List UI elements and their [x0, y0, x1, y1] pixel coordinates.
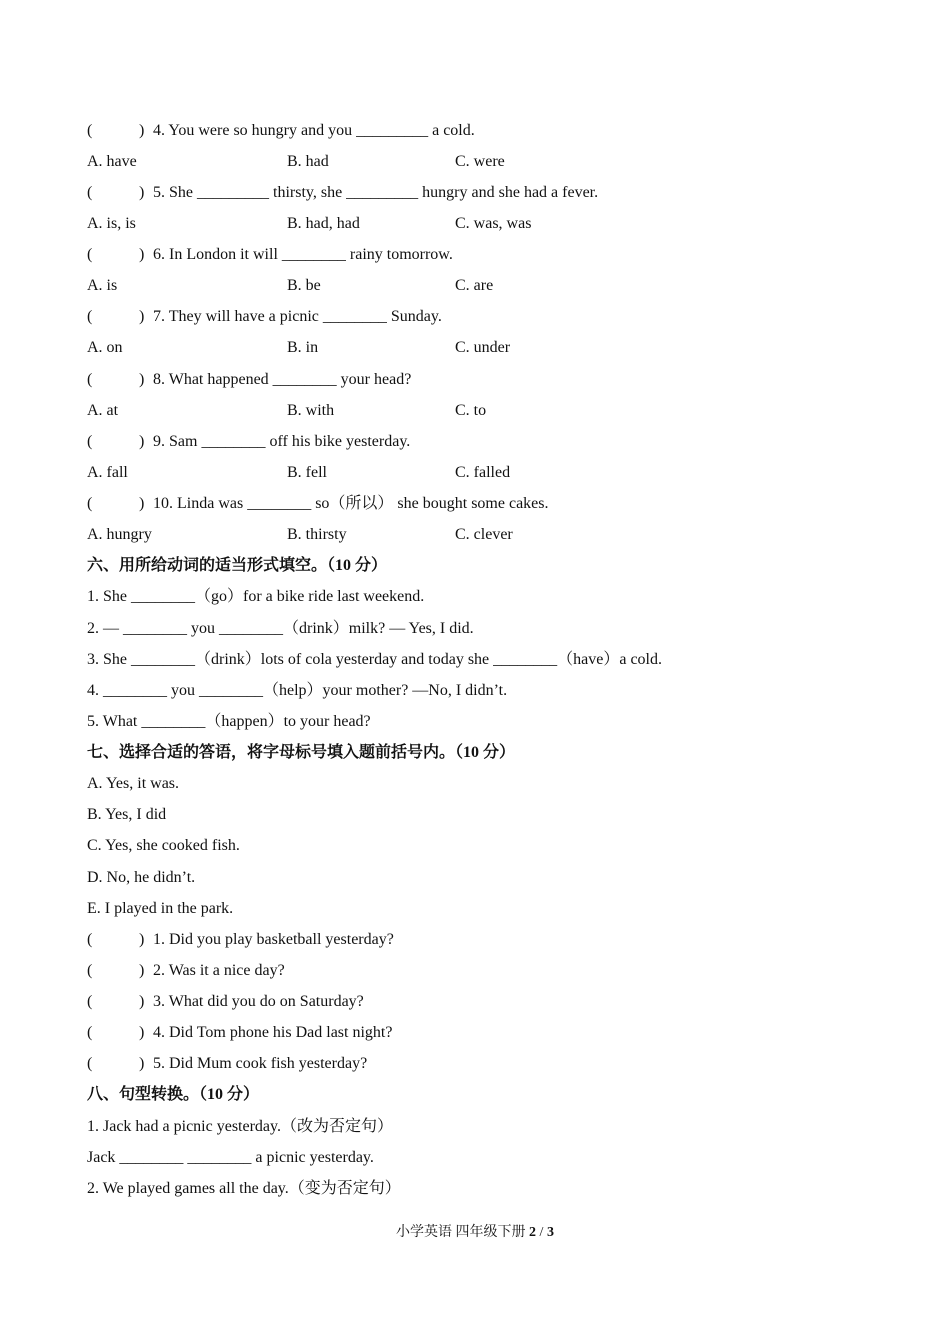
question-text: 7. They will have a picnic ________ Sunday. [153, 308, 442, 325]
question-text: 4. Did Tom phone his Dad last night? [153, 1024, 393, 1041]
answer-bracket: ( ) [87, 1055, 145, 1072]
match-question-5 [87, 1048, 910, 1079]
page-separator: / [536, 1225, 547, 1240]
answer-bracket: ( ) [87, 246, 145, 263]
section-title-8: 八、句型转换。（10 分） [87, 1086, 260, 1103]
question-text: 9. Sam ________ off his bike yesterday. [153, 433, 411, 450]
option-b: B. had, had [287, 215, 360, 232]
question-10-options [87, 519, 910, 550]
option-a: A. at [87, 402, 119, 419]
question-8 [87, 364, 910, 395]
option-a: A. fall [87, 464, 128, 481]
fill-item-4: 4. ________ you ________（help）your mother? —No, I didn’t. [87, 682, 508, 699]
question-text: 10. Linda was ________ so（所以） she bought some cakes. [153, 495, 549, 512]
question-4-options [87, 146, 910, 177]
option-c: C. falled [455, 464, 511, 481]
fill-item-3: 3. She ________（drink）lots of cola yesterday and today she ________（have）a cold. [87, 651, 663, 668]
answer-bracket: ( ) [87, 931, 145, 948]
answer-bracket: ( ) [87, 371, 145, 388]
answer-bracket: ( ) [87, 433, 145, 450]
option-b: B. be [287, 277, 321, 294]
fill-item-1: 1. She ________（go）for a bike ride last weekend. [87, 588, 425, 605]
question-text: 8. What happened ________ your head? [153, 371, 412, 388]
match-question-3 [87, 986, 910, 1017]
answer-bracket: ( ) [87, 993, 145, 1010]
question-9 [87, 426, 910, 457]
option-a: A. is, is [87, 215, 136, 232]
answer-option-d: D. No, he didn’t. [87, 869, 196, 886]
answer-option-e: E. I played in the park. [87, 900, 234, 917]
option-a: A. is [87, 277, 118, 294]
option-a: A. on [87, 339, 123, 356]
question-6 [87, 239, 910, 270]
fill-item-5: 5. What ________（happen）to your head? [87, 713, 371, 730]
option-c: C. under [455, 339, 511, 356]
page-total: 3 [546, 1225, 554, 1240]
transform-item-1: 1. Jack had a picnic yesterday.（改为否定句） [87, 1118, 393, 1135]
option-b: B. had [287, 153, 329, 170]
option-a: A. hungry [87, 526, 152, 543]
option-c: C. clever [455, 526, 513, 543]
answer-bracket: ( ) [87, 1024, 145, 1041]
question-5 [87, 177, 910, 208]
option-c: C. were [455, 153, 505, 170]
option-b: B. in [287, 339, 319, 356]
option-c: C. was, was [455, 215, 532, 232]
match-question-4 [87, 1017, 910, 1048]
answer-bracket: ( ) [87, 308, 145, 325]
option-b: B. fell [287, 464, 327, 481]
option-b: B. with [287, 402, 335, 419]
option-a: A. have [87, 153, 137, 170]
answer-bracket: ( ) [87, 122, 145, 139]
question-6-options [87, 270, 910, 301]
answer-option-c: C. Yes, she cooked fish. [87, 837, 240, 854]
answer-option-a: A. Yes, it was. [87, 775, 180, 792]
question-text: 5. Did Mum cook fish yesterday? [153, 1055, 368, 1072]
fill-item-2: 2. — ________ you ________（drink）milk? — Yes, I did. [87, 620, 474, 637]
answer-bracket: ( ) [87, 184, 145, 201]
question-7-options [87, 332, 910, 363]
question-7 [87, 301, 910, 332]
section-title-7: 七、选择合适的答语，将字母标号填入题前括号内。（10 分） [87, 744, 516, 761]
question-8-options [87, 395, 910, 426]
question-9-options [87, 457, 910, 488]
match-question-2 [87, 955, 910, 986]
transform-item-2: 2. We played games all the day.（变为否定句） [87, 1180, 401, 1197]
question-text: 1. Did you play basketball yesterday? [153, 931, 394, 948]
option-c: C. to [455, 402, 487, 419]
option-c: C. are [455, 277, 494, 294]
question-10 [87, 488, 910, 519]
question-text: 2. Was it a nice day? [153, 962, 285, 979]
question-text: 3. What did you do on Saturday? [153, 993, 364, 1010]
page-number: 2 [529, 1225, 537, 1240]
answer-bracket: ( ) [87, 495, 145, 512]
option-b: B. thirsty [287, 526, 347, 543]
match-question-1 [87, 924, 910, 955]
answer-option-b: B. Yes, I did [87, 806, 167, 823]
transform-answer-1: Jack ________ ________ a picnic yesterday. [87, 1149, 374, 1166]
section-title-6: 六、用所给动词的适当形式填空。（10 分） [87, 557, 388, 574]
answer-bracket: ( ) [87, 962, 145, 979]
question-text: 5. She _________ thirsty, she _________ hungry and she had a fever. [153, 184, 599, 201]
question-5-options [87, 208, 910, 239]
question-text: 4. You were so hungry and you _________ a cold. [153, 122, 475, 139]
question-4 [87, 115, 910, 146]
footer-label: 小学英语 四年级下册 [396, 1225, 530, 1240]
page-footer [0, 1222, 950, 1244]
question-text: 6. In London it will ________ rainy tomorrow. [153, 246, 453, 263]
